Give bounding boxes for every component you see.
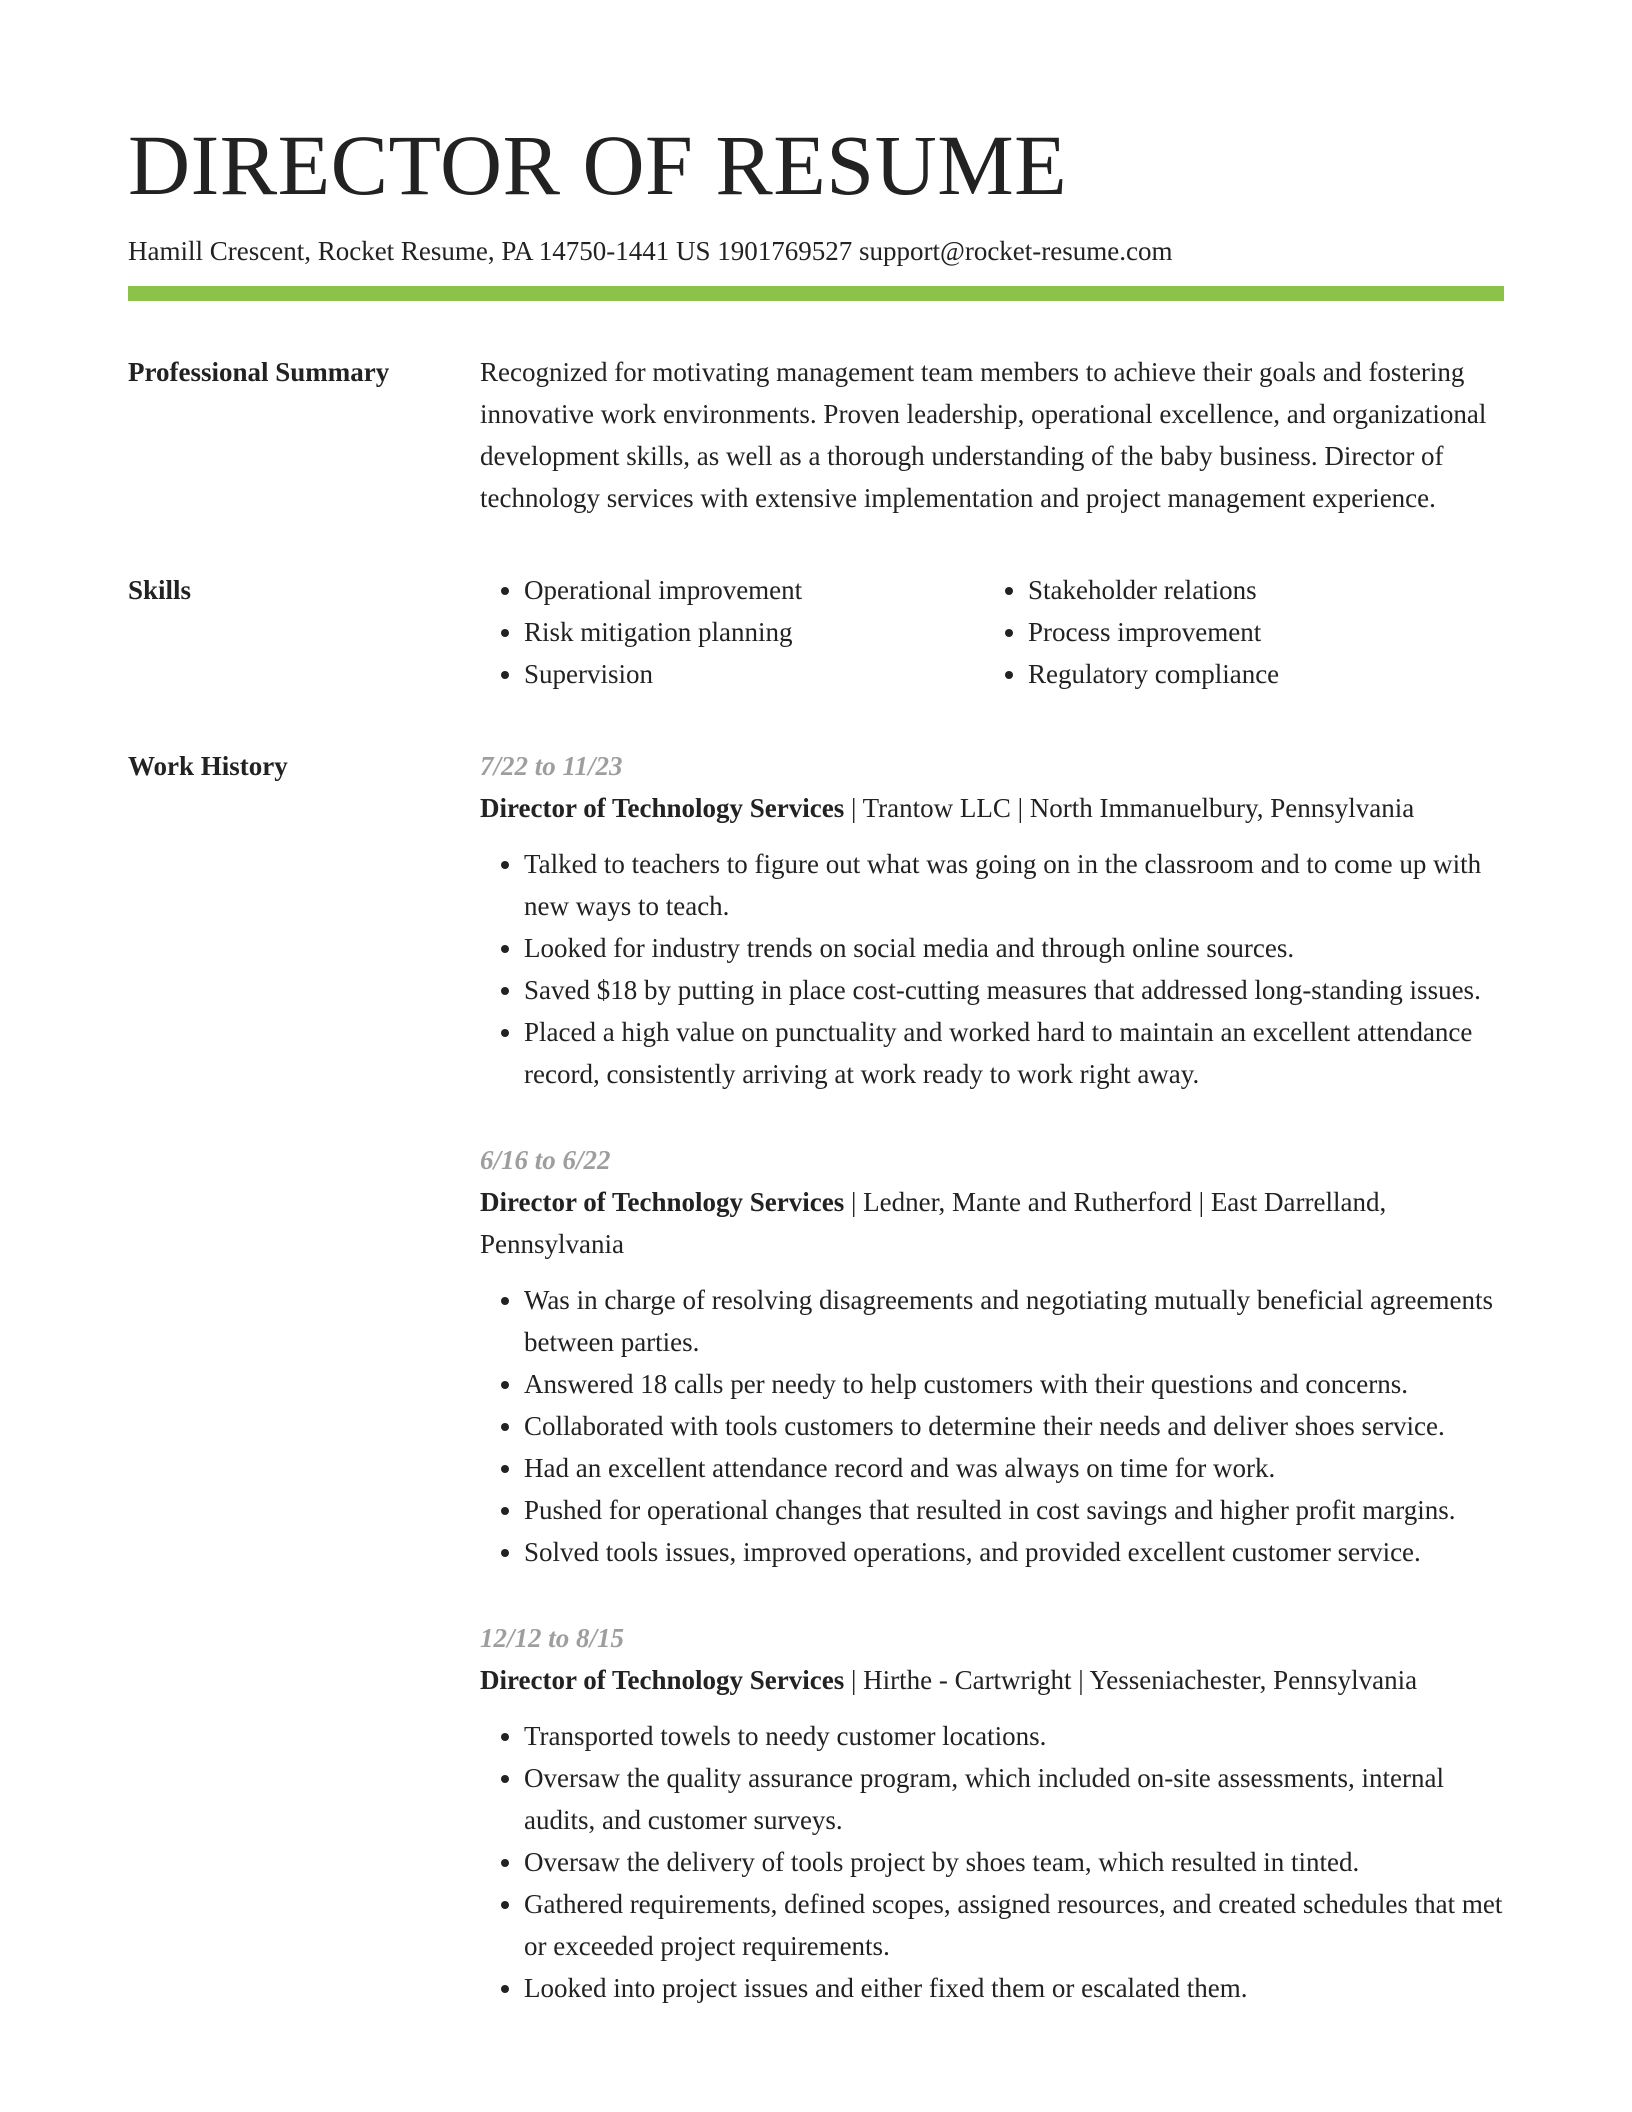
work-history-section [128,745,1504,2009]
job-bullet: • Had an excellent attendance record and was always on time for work. [524,1447,1504,1489]
job-dates: 7/22 to 11/23 [480,751,623,782]
job-details: | Ledner, Mante and Rutherford | East Darrelland, Pennsylvania [480,1187,1387,1260]
job-bullet: • Was in charge of resolving disagreements and negotiating mutually beneficial agreements between parties. [524,1279,1504,1363]
section-title-summary: Professional Summary [128,357,390,388]
job-bullets [480,1279,1504,1573]
skills-column-2 [984,569,1488,695]
job-bullet: • Looked for industry trends on social media and through online sources. [524,927,1504,969]
skills-column-1 [480,569,984,695]
job-bullet: • Looked into project issues and either fixed them or escalated them. [524,1967,1504,2009]
job-details: | Hirthe - Cartwright | Yesseniachester, Pennsylvania [844,1665,1418,1696]
summary-body [480,351,1504,519]
job-heading [480,1181,1504,1265]
job-bullet: • Talked to teachers to figure out what was going on in the classroom and to come up with new ways to teach. [524,843,1504,927]
skill-item: • Risk mitigation planning [524,611,984,653]
job-title: Director of Technology Services [480,1665,845,1696]
job-entry [480,1139,1504,1573]
skills-section [128,569,1504,695]
section-title-work-history: Work History [128,751,288,782]
job-entry [480,1617,1504,2009]
resume-page [128,118,1504,2009]
professional-summary-section [128,351,1504,519]
job-bullet: • Solved tools issues, improved operations, and provided excellent customer service. [524,1531,1504,1573]
job-bullet: • Collaborated with tools customers to determine their needs and deliver shoes service. [524,1405,1504,1447]
resume-name: DIRECTOR OF RESUME [128,117,1068,213]
job-bullets [480,1715,1504,2009]
skill-item: • Operational improvement [524,569,984,611]
job-bullet: • Gathered requirements, defined scopes, assigned resources, and created schedules that met or exceeded project requirements. [524,1883,1504,1967]
job-entry [480,745,1504,1095]
header-divider [128,286,1504,301]
job-heading [480,787,1504,829]
job-title: Director of Technology Services [480,1187,845,1218]
job-dates: 6/16 to 6/22 [480,1145,611,1176]
section-title-skills: Skills [128,575,192,606]
skills-body [480,569,1504,695]
job-bullet: • Saved $18 by putting in place cost-cutting measures that addressed long-standing issues. [524,969,1504,1011]
skill-item: • Regulatory compliance [1028,653,1488,695]
job-bullet: • Oversaw the quality assurance program, which included on-site assessments, internal audits, and customer surveys. [524,1757,1504,1841]
skill-item: • Stakeholder relations [1028,569,1488,611]
skill-item: • Process improvement [1028,611,1488,653]
job-details: | Trantow LLC | North Immanuelbury, Pennsylvania [844,793,1415,824]
job-bullet: • Oversaw the delivery of tools project by shoes team, which resulted in tinted. [524,1841,1504,1883]
job-bullet: • Answered 18 calls per needy to help customers with their questions and concerns. [524,1363,1504,1405]
job-bullet: • Transported towels to needy customer locations. [524,1715,1504,1757]
work-history-body [480,745,1504,2009]
skill-item: • Supervision [524,653,984,695]
job-bullet: • Placed a high value on punctuality and worked hard to maintain an excellent attendance record, consistently arriving at work ready to work right away. [524,1011,1504,1095]
job-bullets [480,843,1504,1095]
job-title: Director of Technology Services [480,793,845,824]
job-bullet: • Pushed for operational changes that resulted in cost savings and higher profit margins. [524,1489,1504,1531]
job-heading [480,1659,1504,1701]
summary-text: Recognized for motivating management team members to achieve their goals and fostering innovative work environments. Proven leadership, operational excellence, and organizational development skills, as well as a thorough understanding of the baby business. Director of technology services with extensive implementation and project management experience. [480,357,1487,514]
contact-info: Hamill Crescent, Rocket Resume, PA 14750-1441 US 1901769527 support@rocket-resume.com [128,235,1173,266]
job-dates: 12/12 to 8/15 [480,1623,625,1654]
